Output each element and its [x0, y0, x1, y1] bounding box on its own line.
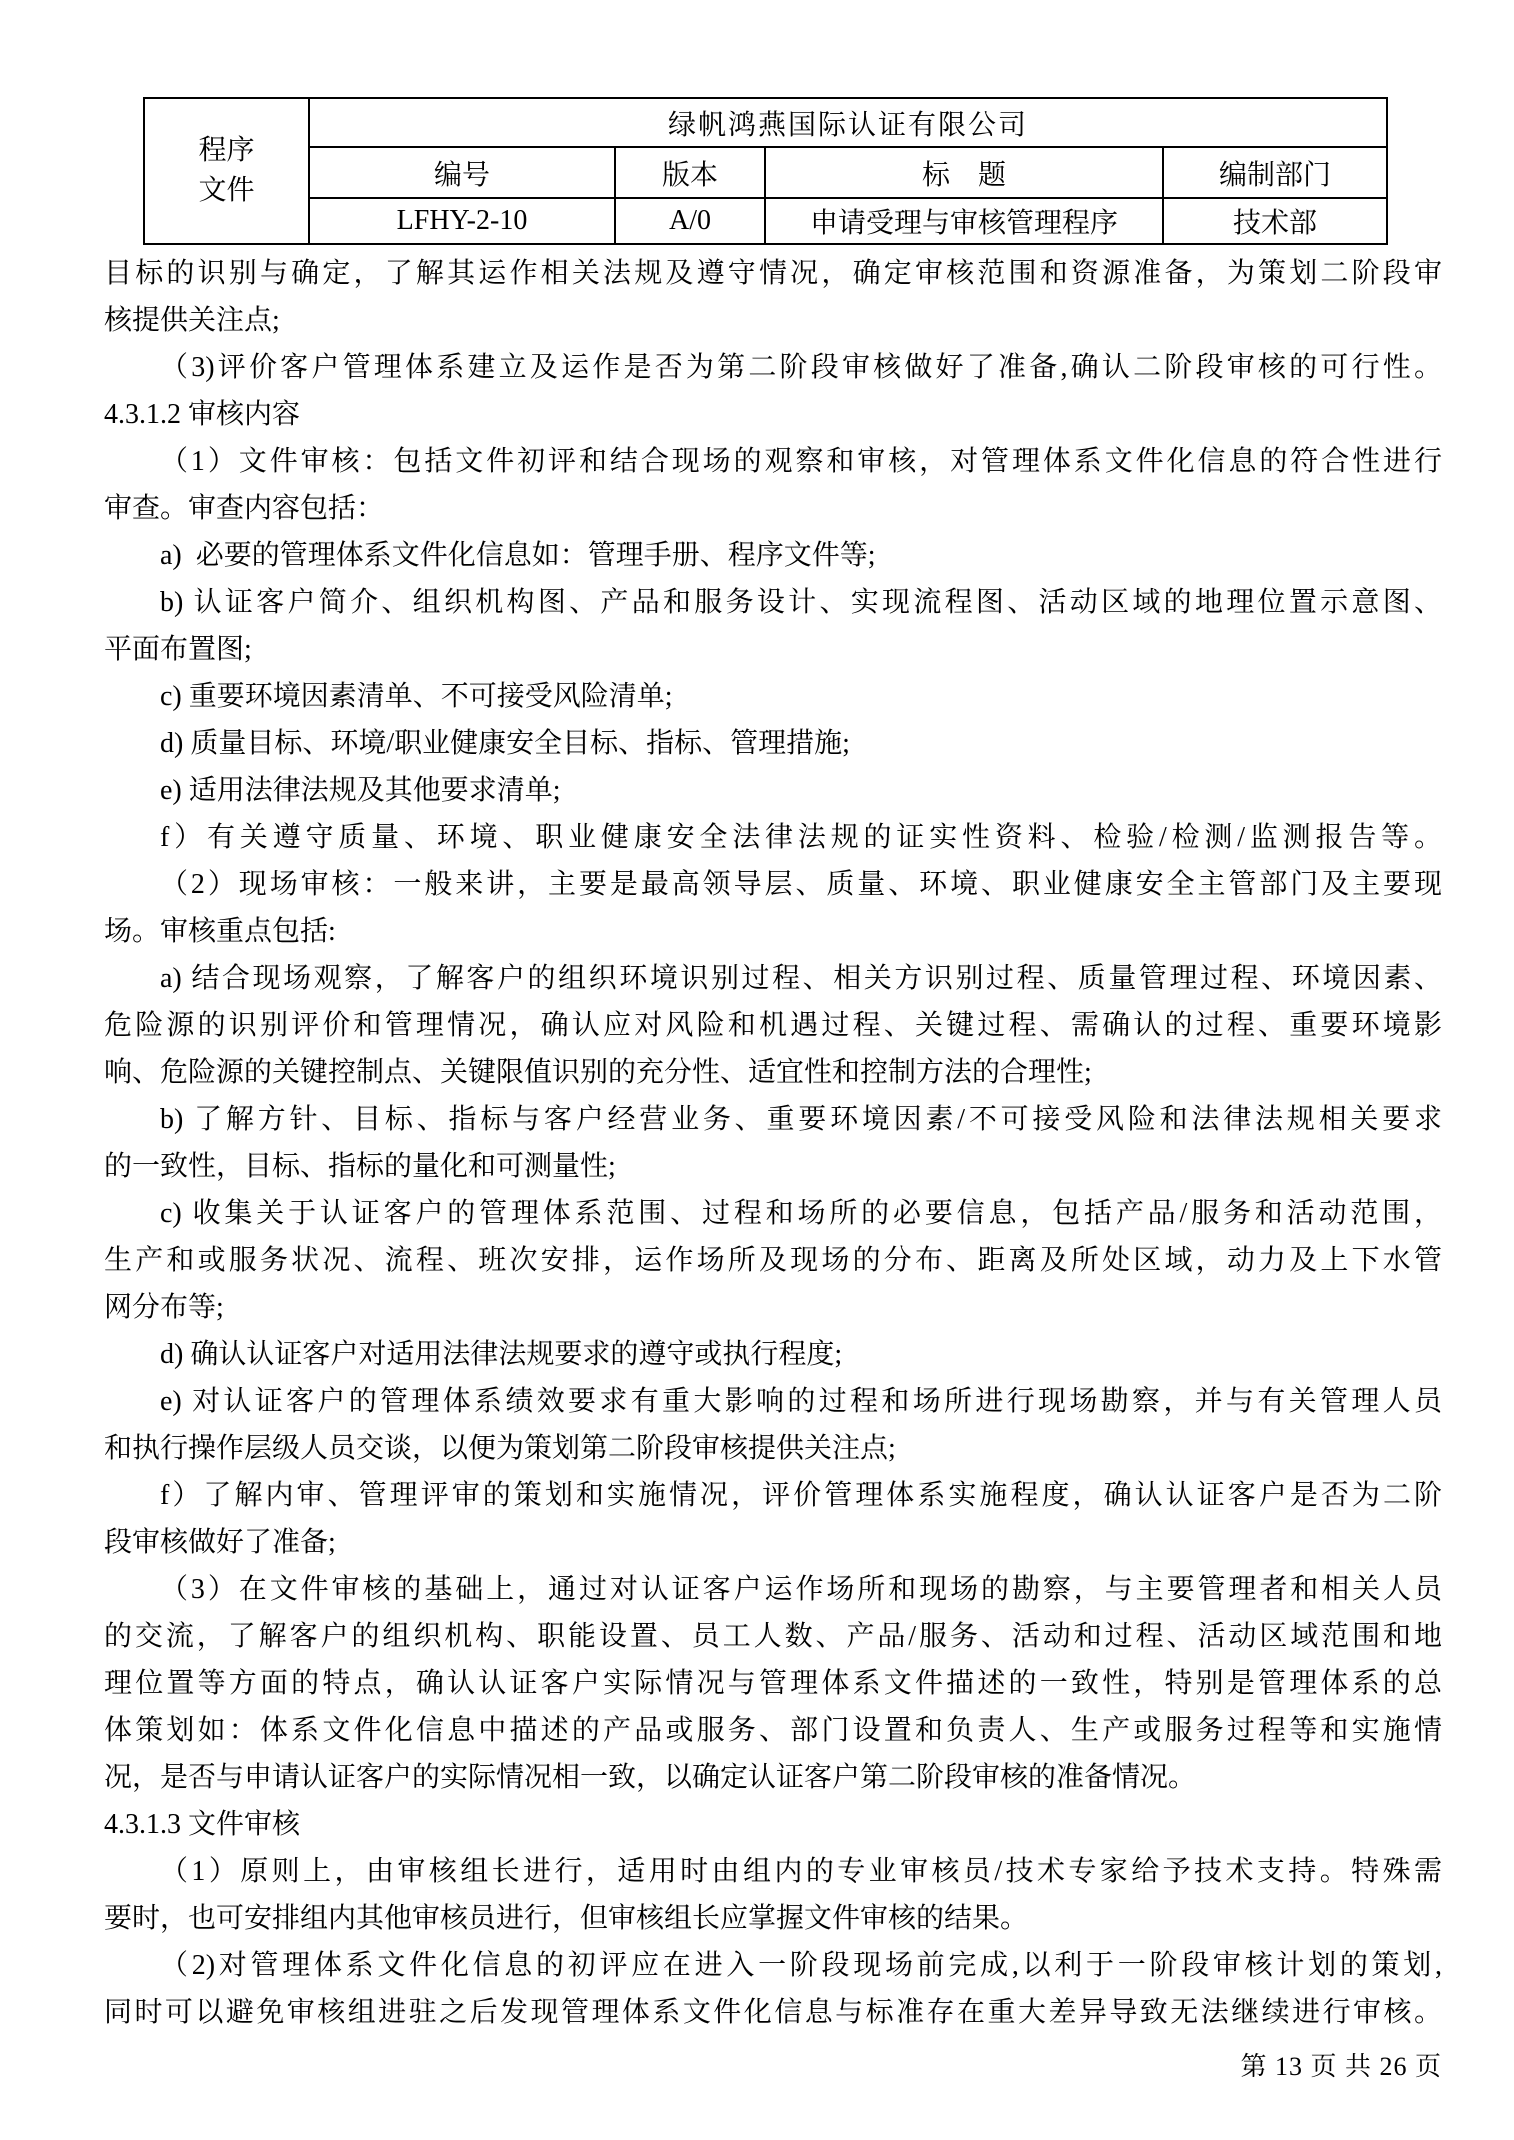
list-item-line: c) 收集关于认证客户的管理体系范围、过程和场所的必要信息，包括产品/服务和活动范围，: [160, 1198, 1442, 1229]
text-line: 同时可以避免审核组进驻之后发现管理体系文件化信息与标准存在重大差异导致无法继续进行审核。: [104, 1997, 1442, 2028]
text-line: 段审核做好了准备;: [104, 1527, 336, 1558]
text-line: 审查。审查内容包括：: [104, 493, 385, 524]
text-line: 的交流，了解客户的组织机构、职能设置、员工人数、产品/服务、活动和过程、活动区域范围和地: [104, 1621, 1442, 1652]
paragraph-line: （3)评价客户管理体系建立及运作是否为第二阶段审核做好了准备,确认二阶段审核的可行性。: [160, 352, 1442, 383]
col-header-number: 编号: [309, 147, 615, 198]
text-line: 生产和或服务状况、流程、班次安排，运作场所及现场的分布、距离及所处区域，动力及上下水管: [104, 1245, 1442, 1276]
list-item-line: e) 对认证客户的管理体系绩效要求有重大影响的过程和场所进行现场勘察，并与有关管理人员: [160, 1386, 1442, 1417]
text-line: 况，是否与申请认证客户的实际情况相一致，以确定认证客户第二阶段审核的准备情况。: [104, 1762, 1197, 1793]
paragraph-line: （1）文件审核：包括文件初评和结合现场的观察和审核，对管理体系文件化信息的符合性进行: [160, 446, 1442, 477]
col-header-title: 标 题: [765, 147, 1163, 198]
text-line: 平面布置图;: [104, 634, 252, 665]
doc-type-line-2: 文件: [198, 175, 255, 206]
text-line: 的一致性，目标、指标的量化和可测量性;: [104, 1151, 616, 1182]
paragraph-line: （1）原则上，由审核组长进行，适用时由组内的专业审核员/技术专家给予技术支持。特殊需: [160, 1856, 1442, 1887]
section-heading: 4.3.1.2 审核内容: [104, 399, 301, 430]
text-line: 危险源的识别评价和管理情况，确认应对风险和机遇过程、关键过程、需确认的过程、重要环境影: [104, 1010, 1442, 1041]
text-line: 场。审核重点包括:: [104, 916, 336, 947]
doc-number-value: LFHY-2-10: [309, 198, 615, 244]
text-line: 目标的识别与确定，了解其运作相关法规及遵守情况，确定审核范围和资源准备，为策划二阶段审: [104, 258, 1442, 289]
list-item-line: d) 质量目标、环境/职业健康安全目标、指标、管理措施;: [160, 728, 850, 759]
doc-title-value: 申请受理与审核管理程序: [765, 198, 1163, 244]
text-line: 理位置等方面的特点，确认认证客户实际情况与管理体系文件描述的一致性，特别是管理体系的总: [104, 1668, 1442, 1699]
col-header-version: 版本: [615, 147, 765, 198]
doc-version-value: A/0: [615, 198, 765, 244]
text-line: 和执行操作层级人员交谈，以便为策划第二阶段审核提供关注点;: [104, 1433, 896, 1464]
list-item-line: d) 确认认证客户对适用法律法规要求的遵守或执行程度;: [160, 1339, 843, 1370]
list-item-line: e) 适用法律法规及其他要求清单;: [160, 775, 561, 806]
list-item-line: b) 认证客户简介、组织机构图、产品和服务设计、实现流程图、活动区域的地理位置示意图、: [160, 587, 1442, 618]
doc-department-value: 技术部: [1163, 198, 1387, 244]
section-heading: 4.3.1.3 文件审核: [104, 1809, 301, 1840]
text-line: 核提供关注点;: [104, 305, 280, 336]
list-item-line: a) 必要的管理体系文件化信息如：管理手册、程序文件等;: [160, 540, 876, 571]
document-header-table: [143, 97, 1388, 245]
list-item-line: c) 重要环境因素清单、不可接受风险清单;: [160, 681, 673, 712]
list-item-line: f）了解内审、管理评审的策划和实施情况，评价管理体系实施程度，确认认证客户是否为二阶: [160, 1480, 1442, 1511]
text-line: 体策划如：体系文件化信息中描述的产品或服务、部门设置和负责人、生产或服务过程等和实施情: [104, 1715, 1442, 1746]
list-item-line: f）有关遵守质量、环境、职业健康安全法律法规的证实性资料、检验/检测/监测报告等。: [160, 822, 1442, 853]
list-item-line: a) 结合现场观察，了解客户的组织环境识别过程、相关方识别过程、质量管理过程、环境因素、: [160, 963, 1442, 994]
text-line: 要时，也可安排组内其他审核员进行，但审核组长应掌握文件审核的结果。: [104, 1903, 1029, 1934]
company-name: 绿帆鸿燕国际认证有限公司: [309, 98, 1387, 147]
doc-type-cell: [144, 98, 309, 244]
list-item-line: b) 了解方针、目标、指标与客户经营业务、重要环境因素/不可接受风险和法律法规相关要求: [160, 1104, 1442, 1135]
col-header-department: 编制部门: [1163, 147, 1387, 198]
paragraph-line: （2)对管理体系文件化信息的初评应在进入一阶段现场前完成,以利于一阶段审核计划的策划,: [160, 1950, 1442, 1981]
text-line: 网分布等;: [104, 1292, 224, 1323]
doc-type-line-1: 程序: [198, 135, 255, 166]
paragraph-line: （2）现场审核：一般来讲，主要是最高领导层、质量、环境、职业健康安全主管部门及主要现: [160, 869, 1442, 900]
text-line: 响、危险源的关键控制点、关键限值识别的充分性、适宜性和控制方法的合理性;: [104, 1057, 1092, 1088]
paragraph-line: （3）在文件审核的基础上，通过对认证客户运作场所和现场的勘察，与主要管理者和相关人员: [160, 1574, 1442, 1605]
document-body: [104, 250, 1442, 2036]
page-number: 第 13 页 共 26 页: [1240, 2052, 1442, 2081]
